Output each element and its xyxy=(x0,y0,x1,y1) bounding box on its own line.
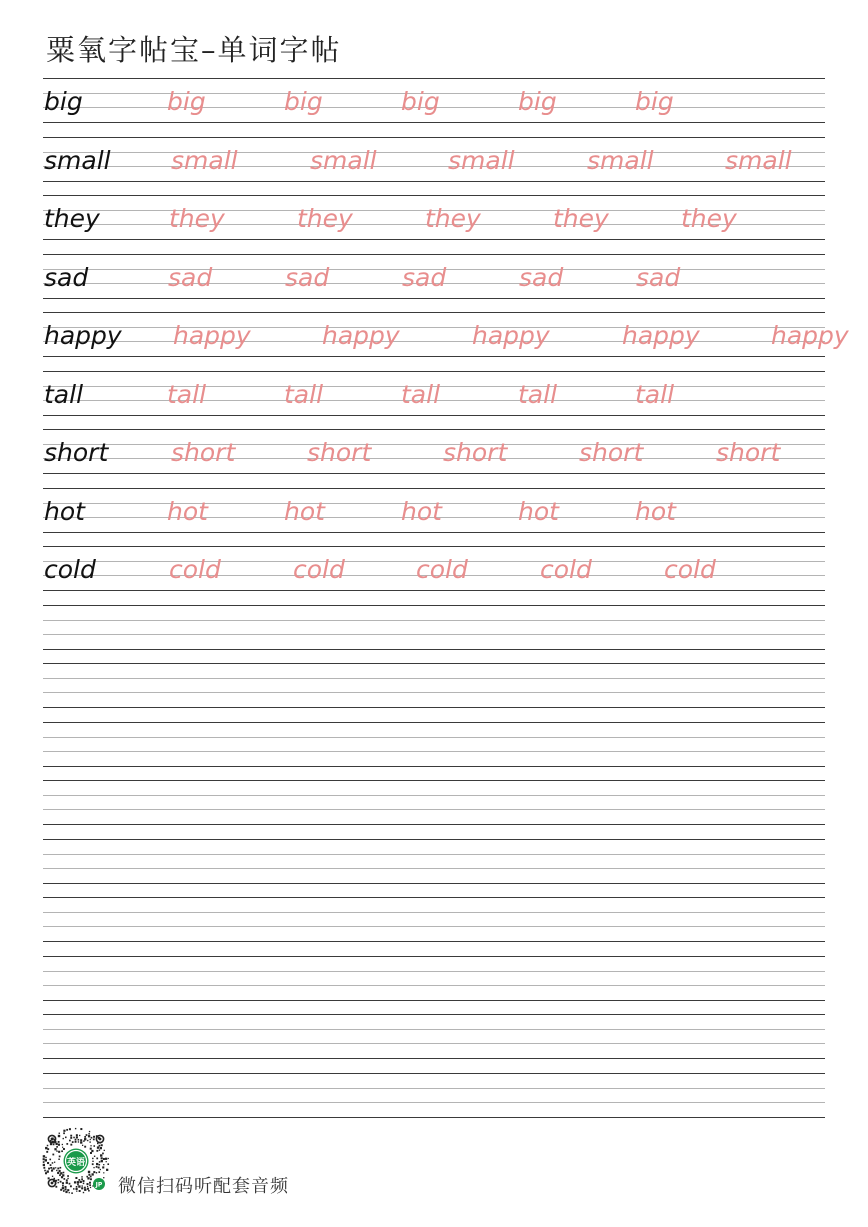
trace-word: cold xyxy=(169,555,221,584)
trace-word: short xyxy=(579,438,644,467)
trace-word: sad xyxy=(636,263,681,292)
ruled-line xyxy=(43,663,825,664)
ruled-line xyxy=(43,941,825,942)
word-row xyxy=(43,429,825,473)
model-word: tall xyxy=(44,380,84,409)
ruled-line xyxy=(43,912,825,913)
trace-word: they xyxy=(681,204,737,233)
word-row xyxy=(43,488,825,532)
ruled-line xyxy=(43,1000,825,1001)
ruled-line xyxy=(43,1014,825,1015)
trace-word: they xyxy=(169,204,225,233)
word-row xyxy=(43,254,825,298)
trace-word: sad xyxy=(285,263,330,292)
trace-word: big xyxy=(518,87,557,116)
ruled-line xyxy=(43,839,825,840)
ruled-line xyxy=(43,707,825,708)
trace-word: cold xyxy=(416,555,468,584)
model-word: sad xyxy=(44,263,89,292)
trace-word: hot xyxy=(284,497,325,526)
model-word: big xyxy=(44,87,83,116)
ruled-line xyxy=(43,473,825,474)
qr-badge-label: 英语 xyxy=(66,1158,86,1168)
trace-word: happy xyxy=(771,321,849,350)
trace-word: happy xyxy=(622,321,700,350)
ruled-line xyxy=(43,692,825,693)
trace-word: sad xyxy=(168,263,213,292)
trace-word: cold xyxy=(664,555,716,584)
ruled-line xyxy=(43,181,825,182)
trace-word: small xyxy=(448,146,515,175)
trace-word: short xyxy=(307,438,372,467)
wechat-qr-code-icon[interactable] xyxy=(40,1126,112,1198)
ruled-line xyxy=(43,634,825,635)
trace-word: tall xyxy=(167,380,207,409)
ruled-line xyxy=(43,737,825,738)
trace-word: cold xyxy=(293,555,345,584)
ruled-line xyxy=(43,415,825,416)
ruled-line xyxy=(43,356,825,357)
trace-word: big xyxy=(635,87,674,116)
ruled-line xyxy=(43,926,825,927)
word-row xyxy=(43,546,825,590)
trace-word: they xyxy=(297,204,353,233)
word-row xyxy=(43,195,825,239)
word-row xyxy=(43,78,825,122)
trace-word: tall xyxy=(284,380,324,409)
model-word: short xyxy=(44,438,109,467)
trace-word: hot xyxy=(635,497,676,526)
ruled-line xyxy=(43,751,825,752)
word-row xyxy=(43,312,849,356)
ruled-line xyxy=(43,239,825,240)
trace-word: cold xyxy=(540,555,592,584)
audio-footer xyxy=(40,1126,340,1198)
trace-word: big xyxy=(284,87,323,116)
model-word: cold xyxy=(44,555,96,584)
trace-word: big xyxy=(167,87,206,116)
ruled-line xyxy=(43,1029,825,1030)
word-row xyxy=(43,371,825,415)
trace-word: happy xyxy=(472,321,550,350)
ruled-line xyxy=(43,971,825,972)
ruled-line xyxy=(43,883,825,884)
model-word: hot xyxy=(44,497,85,526)
ruled-line xyxy=(43,1117,825,1118)
model-word: small xyxy=(44,146,111,175)
ruled-line xyxy=(43,854,825,855)
ruled-line xyxy=(43,795,825,796)
trace-word: sad xyxy=(519,263,564,292)
ruled-line xyxy=(43,1058,825,1059)
trace-word: tall xyxy=(635,380,675,409)
trace-word: short xyxy=(171,438,236,467)
model-word: happy xyxy=(44,321,122,350)
trace-word: small xyxy=(587,146,654,175)
page-title: 粟氧字帖宝–单词字帖 xyxy=(46,33,342,67)
ruled-line xyxy=(43,298,825,299)
scan-caption: 微信扫码听配套音频 xyxy=(118,1176,289,1197)
ruled-line xyxy=(43,766,825,767)
ruled-line xyxy=(43,956,825,957)
trace-word: happy xyxy=(173,321,251,350)
ruled-line xyxy=(43,532,825,533)
ruled-line xyxy=(43,620,825,621)
word-row xyxy=(43,137,825,181)
trace-word: they xyxy=(553,204,609,233)
trace-word: tall xyxy=(518,380,558,409)
ruled-lines xyxy=(43,0,825,1227)
ruled-line xyxy=(43,1073,825,1074)
ruled-line xyxy=(43,605,825,606)
ruled-line xyxy=(43,809,825,810)
trace-word: short xyxy=(716,438,781,467)
trace-word: tall xyxy=(401,380,441,409)
trace-word: they xyxy=(425,204,481,233)
ruled-line xyxy=(43,897,825,898)
trace-word: hot xyxy=(167,497,208,526)
ruled-line xyxy=(43,824,825,825)
trace-word: small xyxy=(310,146,377,175)
trace-word: big xyxy=(401,87,440,116)
ruled-line xyxy=(43,1102,825,1103)
trace-word: hot xyxy=(401,497,442,526)
trace-word: small xyxy=(725,146,792,175)
trace-word: sad xyxy=(402,263,447,292)
trace-word: happy xyxy=(322,321,400,350)
ruled-line xyxy=(43,780,825,781)
ruled-line xyxy=(43,649,825,650)
ruled-line xyxy=(43,1043,825,1044)
ruled-line xyxy=(43,678,825,679)
ruled-line xyxy=(43,985,825,986)
trace-word: short xyxy=(443,438,508,467)
ruled-line xyxy=(43,1088,825,1089)
qr-corner-label: JP xyxy=(95,1181,103,1189)
ruled-line xyxy=(43,868,825,869)
model-word: they xyxy=(44,204,100,233)
trace-word: hot xyxy=(518,497,559,526)
ruled-line xyxy=(43,590,825,591)
ruled-line xyxy=(43,122,825,123)
ruled-line xyxy=(43,722,825,723)
trace-word: small xyxy=(171,146,238,175)
